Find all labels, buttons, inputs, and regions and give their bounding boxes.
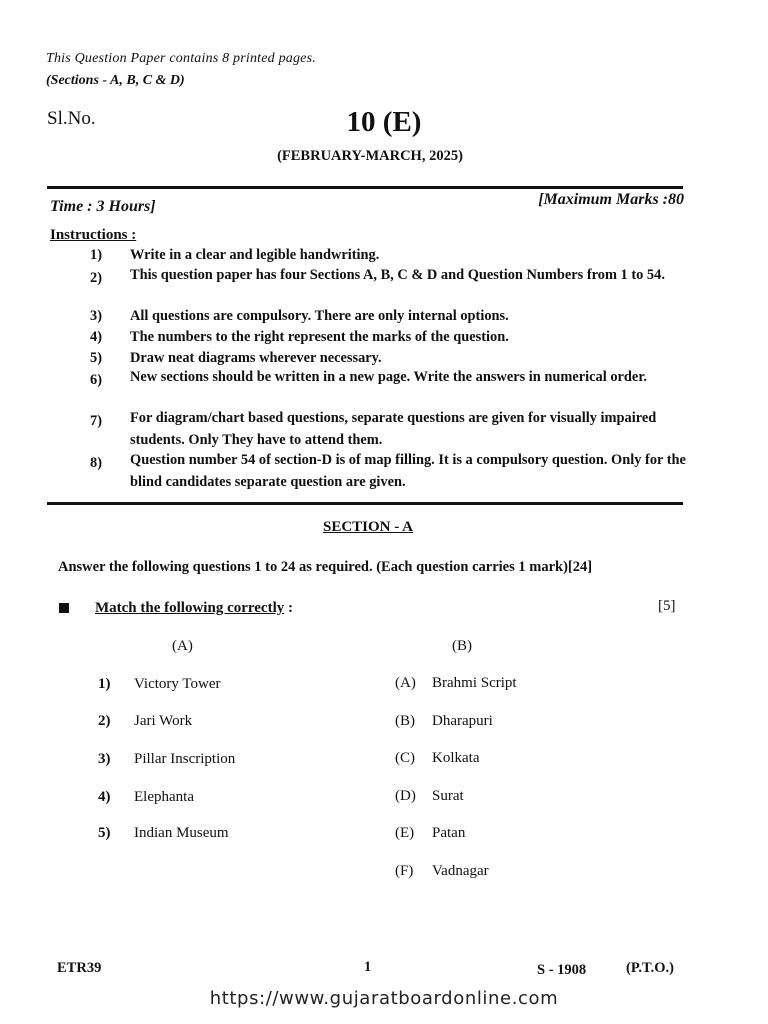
instruction-number: 8) [90, 455, 102, 471]
item-text: Surat [432, 788, 464, 804]
item-letter: (F) [395, 863, 414, 879]
time-limit: Time : 3 Hours] [50, 198, 156, 215]
item-text: Indian Museum [134, 825, 229, 841]
instructions-divider [47, 502, 683, 505]
column-b-item [395, 863, 489, 880]
footer-paper-code: ETR39 [57, 960, 102, 976]
instruction-number: 4) [90, 329, 102, 345]
match-heading-colon: : [284, 600, 294, 616]
instruction-item [90, 327, 690, 347]
item-letter: (C) [395, 750, 415, 766]
column-b-item [395, 675, 517, 692]
item-number: 3) [98, 751, 111, 767]
item-letter: (E) [395, 825, 415, 841]
column-a-item [98, 789, 194, 806]
match-question-heading [95, 600, 293, 617]
item-number: 5) [98, 825, 111, 841]
item-letter: (B) [395, 713, 415, 729]
instruction-text: This question paper has four Sections A, B, C & D and Question Numbers from 1 to 54. [130, 267, 665, 283]
section-a-heading: SECTION - A [322, 519, 414, 535]
item-text: Vadnagar [432, 863, 489, 879]
instruction-text: For diagram/chart based questions, separate questions are given for visually impaired students. Only They have to attend them. [130, 410, 657, 448]
instruction-text: The numbers to the right represent the marks of the question. [130, 329, 509, 345]
exam-session: (FEBRUARY-MARCH, 2025) [277, 148, 463, 164]
paper-code: 10 (E) [346, 106, 422, 138]
column-b-item [395, 750, 479, 767]
maximum-marks: [Maximum Marks :80 [538, 191, 684, 208]
top-divider [47, 186, 683, 189]
column-a-item [98, 713, 192, 730]
instruction-text: Draw neat diagrams wherever necessary. [130, 350, 382, 366]
instruction-text: Write in a clear and legible handwriting. [130, 247, 380, 263]
item-text: Victory Tower [134, 676, 221, 692]
column-a-header: (A) [172, 638, 193, 654]
instruction-number: 7) [90, 413, 102, 429]
item-text: Brahmi Script [432, 675, 517, 691]
series-code: S - 1908 [537, 962, 587, 978]
instruction-item [90, 366, 690, 388]
item-letter: (D) [395, 788, 416, 804]
instruction-item [90, 245, 690, 265]
instruction-item [90, 264, 690, 286]
page-number: 1 [364, 959, 372, 975]
instruction-number: 1) [90, 247, 102, 263]
instruction-number: 5) [90, 350, 102, 366]
item-text: Patan [432, 825, 466, 841]
match-question-marks: [5] [658, 598, 676, 614]
square-bullet-icon [59, 603, 69, 613]
column-a-item [98, 751, 235, 768]
instructions-heading: Instructions : [50, 227, 137, 243]
item-text: Jari Work [134, 713, 193, 729]
item-number: 1) [98, 676, 111, 692]
item-letter: (A) [395, 675, 416, 691]
instruction-text: New sections should be written in a new page. Write the answers in numerical order. [130, 369, 647, 385]
instruction-item [90, 407, 690, 451]
pages-note: This Question Paper contains 8 printed pages. [46, 51, 316, 66]
column-a-item [98, 676, 221, 693]
column-b-item [395, 713, 493, 730]
sections-note: (Sections - A, B, C & D) [46, 73, 185, 88]
section-a-instruction: Answer the following questions 1 to 24 as required. (Each question carries 1 mark)[24] [58, 559, 593, 575]
item-text: Elephanta [134, 789, 194, 805]
instruction-number: 2) [90, 270, 102, 286]
column-b-header: (B) [452, 638, 472, 654]
column-b-item [395, 825, 465, 842]
item-text: Kolkata [432, 750, 480, 766]
instruction-text: All questions are compulsory. There are only internal options. [130, 308, 509, 324]
instruction-item [90, 348, 690, 368]
column-b-item [395, 788, 464, 805]
please-turn-over: (P.T.O.) [626, 960, 674, 976]
item-number: 4) [98, 789, 111, 805]
item-text: Dharapuri [432, 713, 493, 729]
instruction-number: 3) [90, 308, 102, 324]
item-number: 2) [98, 713, 111, 729]
instruction-text: Question number 54 of section-D is of map filling. It is a compulsory question. Only for the blind candidates separate question are given. [130, 452, 686, 490]
instruction-item [90, 449, 690, 493]
source-url: https://www.gujaratboardonline.com [209, 988, 559, 1009]
match-heading-text: Match the following correctly [95, 600, 285, 616]
item-text: Pillar Inscription [134, 751, 236, 767]
serial-number-label: Sl.No. [47, 108, 96, 129]
column-a-item [98, 825, 229, 842]
instruction-item [90, 306, 690, 326]
instruction-number: 6) [90, 372, 102, 388]
